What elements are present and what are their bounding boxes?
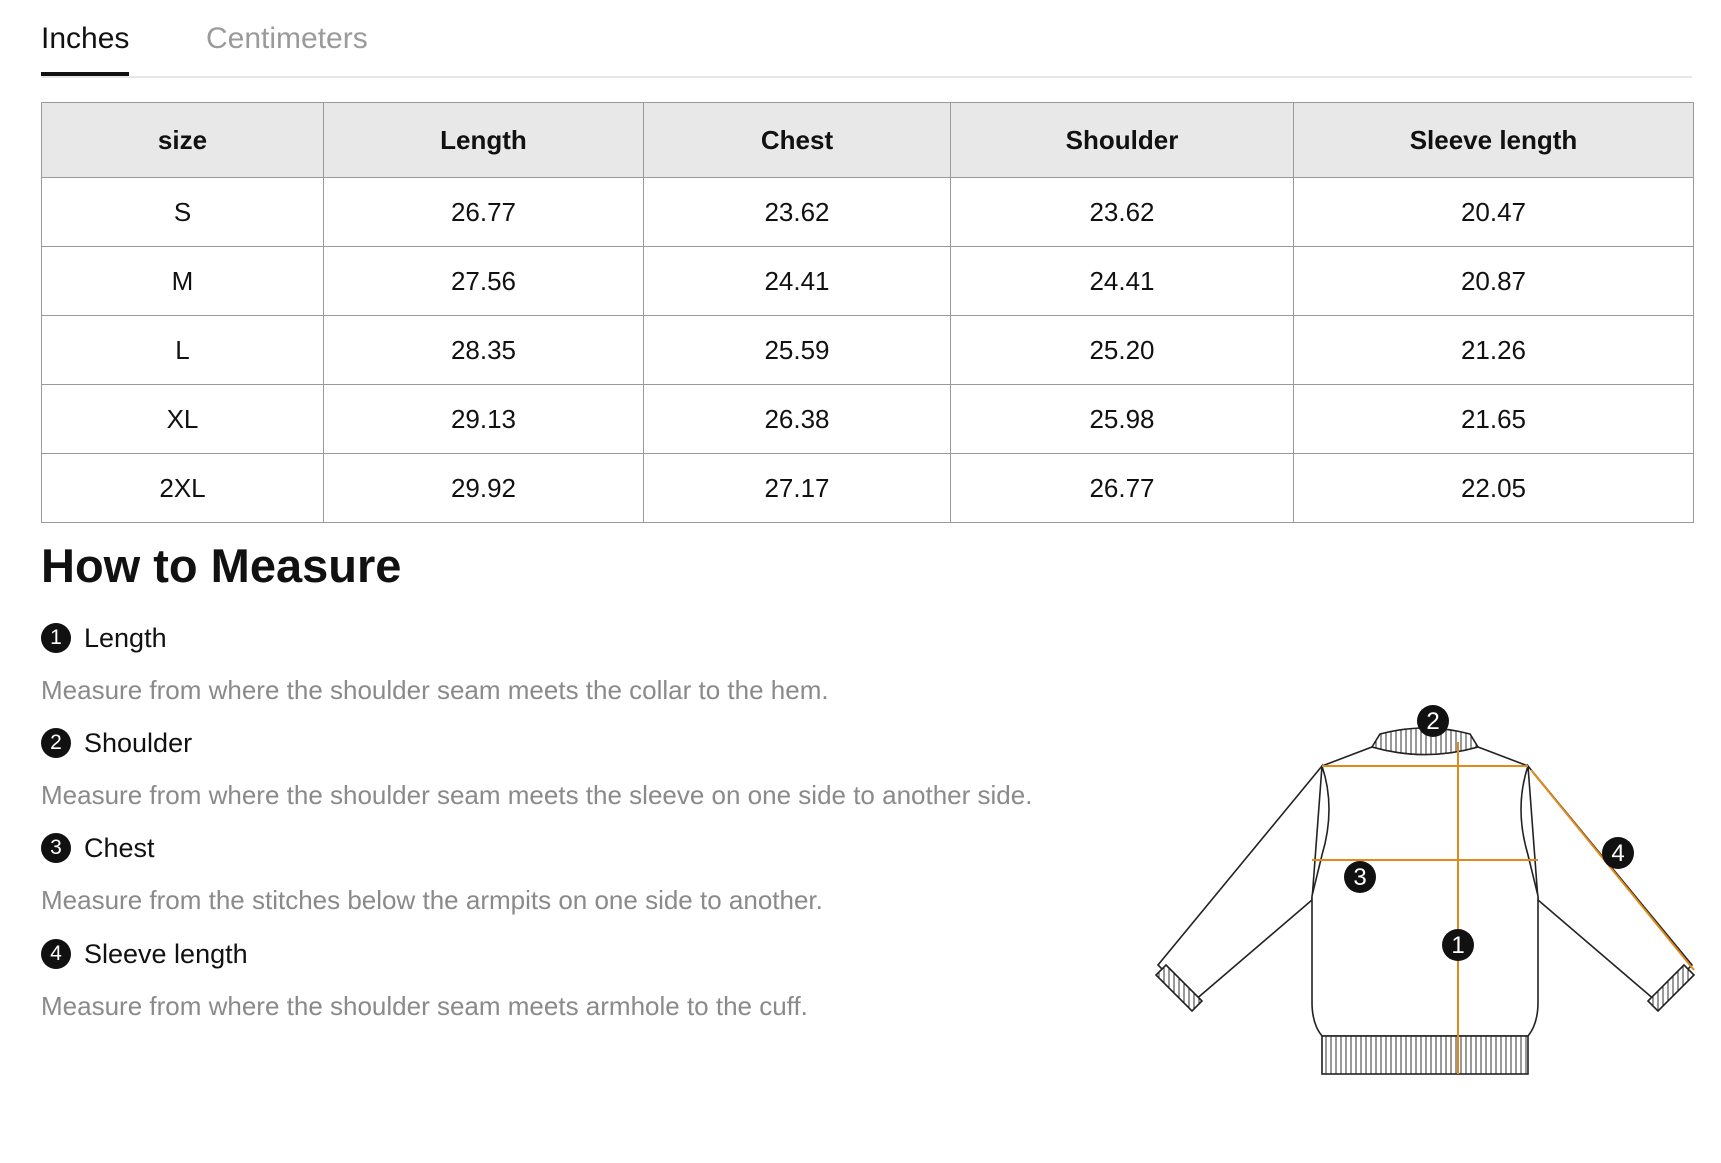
measure-step-shoulder	[41, 725, 1141, 813]
svg-text:2: 2	[1426, 708, 1440, 735]
cell-size: S	[42, 178, 324, 247]
step-number-badge: 4	[41, 939, 71, 969]
step-label: Length	[84, 622, 167, 653]
table-row	[42, 178, 1694, 247]
svg-text:4: 4	[1611, 840, 1625, 867]
header-size: size	[42, 103, 324, 178]
cell-size: XL	[42, 385, 324, 454]
tab-inches[interactable]: Inches	[41, 20, 129, 72]
measure-step-sleeve-length	[41, 936, 1141, 1024]
marker-3	[1344, 861, 1376, 893]
cell-length: 28.35	[324, 316, 644, 385]
step-label: Sleeve length	[84, 938, 248, 969]
cell-length: 29.13	[324, 385, 644, 454]
cell-shoulder: 25.20	[951, 316, 1294, 385]
sweater-measurement-diagram	[1150, 690, 1700, 1090]
cell-shoulder: 24.41	[951, 247, 1294, 316]
cell-sleeve-length: 21.26	[1294, 316, 1694, 385]
left-sleeve-shape	[1158, 766, 1322, 1001]
size-chart-table	[41, 102, 1694, 523]
tab-centimeters[interactable]: Centimeters	[206, 22, 368, 55]
cell-sleeve-length: 22.05	[1294, 454, 1694, 523]
step-label: Chest	[84, 832, 155, 863]
cell-shoulder: 26.77	[951, 454, 1294, 523]
cell-chest: 25.59	[644, 316, 951, 385]
table-header-row	[42, 103, 1694, 178]
cell-size: M	[42, 247, 324, 316]
step-label: Shoulder	[84, 727, 193, 758]
measure-step-length	[41, 620, 1141, 708]
cell-size: L	[42, 316, 324, 385]
table-row	[42, 385, 1694, 454]
unit-tabs	[41, 18, 1692, 78]
measure-step-chest	[41, 830, 1141, 918]
right-sleeve-shape	[1528, 766, 1692, 1001]
table-row	[42, 316, 1694, 385]
header-shoulder: Shoulder	[951, 103, 1294, 178]
step-description: Measure from where the shoulder seam meets the sleeve on one side to another side.	[41, 780, 1033, 810]
svg-text:3: 3	[1353, 864, 1367, 891]
hem-rib-shape	[1322, 1036, 1528, 1074]
cell-length: 29.92	[324, 454, 644, 523]
how-to-measure-title: How to Measure	[41, 539, 402, 592]
step-description: Measure from the stitches below the armpits on one side to another.	[41, 885, 823, 915]
step-number-badge: 3	[41, 833, 71, 863]
header-sleeve-length: Sleeve length	[1294, 103, 1694, 178]
table-row	[42, 247, 1694, 316]
cell-sleeve-length: 20.47	[1294, 178, 1694, 247]
step-number-badge: 1	[41, 623, 71, 653]
cell-length: 26.77	[324, 178, 644, 247]
cell-shoulder: 25.98	[951, 385, 1294, 454]
header-length: Length	[324, 103, 644, 178]
cell-shoulder: 23.62	[951, 178, 1294, 247]
cell-size: 2XL	[42, 454, 324, 523]
step-number-badge: 2	[41, 728, 71, 758]
cell-chest: 24.41	[644, 247, 951, 316]
marker-4	[1602, 837, 1634, 869]
cell-sleeve-length: 20.87	[1294, 247, 1694, 316]
header-chest: Chest	[644, 103, 951, 178]
cell-chest: 27.17	[644, 454, 951, 523]
step-description: Measure from where the shoulder seam meets the collar to the hem.	[41, 675, 829, 705]
step-description: Measure from where the shoulder seam meets armhole to the cuff.	[41, 991, 808, 1021]
sweater-body-shape	[1312, 747, 1538, 1036]
cell-sleeve-length: 21.65	[1294, 385, 1694, 454]
table-row	[42, 454, 1694, 523]
cell-length: 27.56	[324, 247, 644, 316]
cell-chest: 26.38	[644, 385, 951, 454]
svg-text:1: 1	[1451, 932, 1465, 959]
cell-chest: 23.62	[644, 178, 951, 247]
marker-2	[1417, 705, 1449, 737]
marker-1	[1442, 929, 1474, 961]
